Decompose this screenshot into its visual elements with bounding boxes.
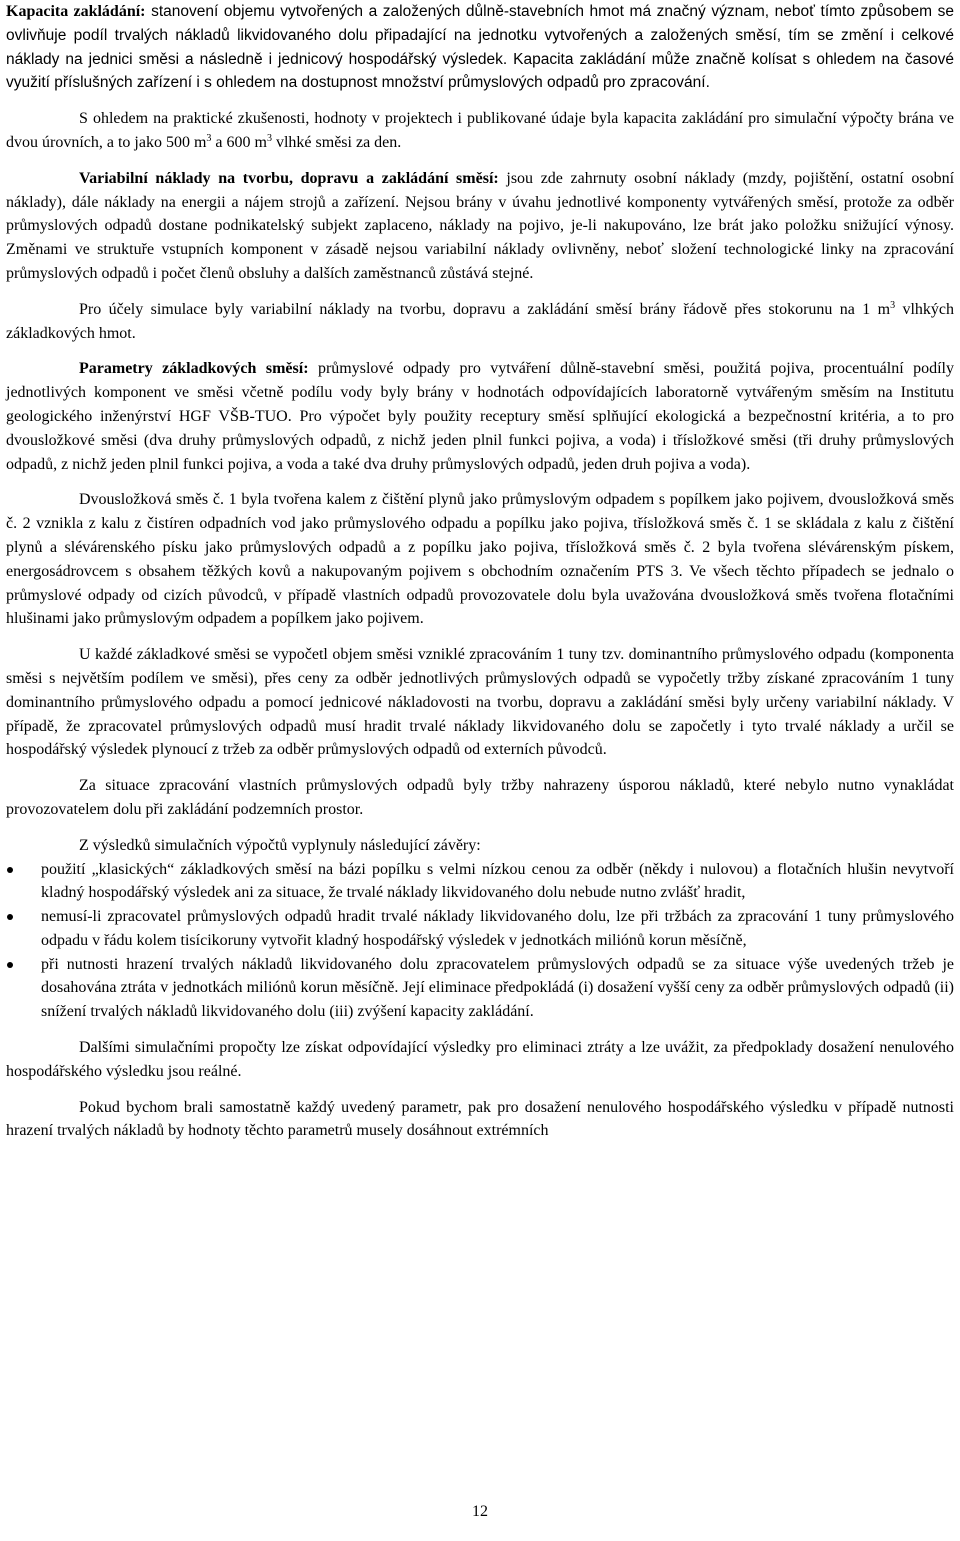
superscript-1: 3 (206, 132, 212, 144)
superscript-3: 3 (890, 299, 896, 311)
heading-parametry: Parametry základkových směsí: (79, 360, 309, 378)
bullet-icon (7, 914, 13, 920)
paragraph-simulace-kapacita (6, 107, 954, 155)
paragraph-dvouslozkova: Dvousložková směs č. 1 byla tvořena kalem z čištění plynů jako průmyslovým odpadem s popílkem jako pojivem, dvousložková směs č. 2 vznikla z kalu z čistíren odpadních vod jako průmyslového odpadu a popílku jako pojiva, třísložková směs č. 1 se skládala z kalu z čištění plynů a slévárenského písku jako průmyslových odpadů a z popílku jako pojiva, třísložková směs č. 2 byla tvořena slévárenským pískem, energosádrovcem s obsahem těžkých kovů a nakupovaným pojivem s obchodním označením PTS 3. Ve všech těchto případech se jednalo o průmyslové odpady od cizích původců, v případě vlastních odpadů provozovatele dolu byla uvažována dvousložková směs tvořena flotačními hlušinami jako průmyslovým odpadem a popílkem jako pojivem. (6, 491, 954, 628)
text-parametry: průmyslové odpady pro vytváření důlně-stavební směsi, použitá pojiva, procentuální podíly jednotlivých komponent ve směsi včetně podílu vody byly brány v hodnotách odpovídajících laboratorně vytvářeným směsím na Institutu geologického inženýrství HGF VŠB-TUO. Pro výpočet byly použity receptury směsí splňující ekologická a bezpečnostní kritéria, a to pro dvousložkové směsi (dva druhy průmyslových odpadů, z nichž jeden plnil funkci pojiva, a voda) i třísložkové směsi (tři druhy průmyslových odpadů, z nichž jeden plnil funkci pojiva, a voda a také dva druhy průmyslových odpadů, jeden druh pojiva a voda). (6, 360, 954, 473)
list-item (6, 953, 954, 1024)
bullet-icon (7, 962, 13, 968)
heading-variabilni: Variabilní náklady na tvorbu, dopravu a zakládání směsí: (79, 169, 499, 187)
paragraph-kapacita (6, 0, 954, 95)
list-item (6, 905, 954, 953)
paragraph-variabilni-naklady (6, 167, 954, 286)
paragraph-zavery-intro: Z výsledků simulačních výpočtů vyplynuly následující závěry: (79, 836, 481, 854)
text-kapacita: stanovení objemu vytvořených a založených důlně-stavebních hmot má značný význam, neboť tímto způsobem se ovlivňuje podíl trvalých nákladů likvidovaného dolu připadající na jednotku vytvořených a založených směsí, tím se změní i celkové náklady na jednici směsi a následně i jednicový hospodářský výsledek. Kapacita zakládání může značně kolísat s ohledem na časové využití příslušných zařízení i s ohledem na dostupnost množství průmyslových odpadů pro zpracování. (6, 3, 955, 92)
page-number: 12 (472, 1503, 488, 1520)
paragraph-parametry (6, 357, 954, 476)
conclusions-list (6, 858, 954, 1025)
bullet-icon (7, 867, 13, 873)
page-content (6, 0, 954, 1155)
paragraph-objem-smesi: U každé základkové směsi se vypočetl objem směsi vzniklé zpracováním 1 tuny tzv. dominantního průmyslového odpadu (komponenta směsi s největším podílem ve směsi), přes ceny za odběr jednotlivých průmyslových odpadů se vypočetly tržby získané zpracováním 1 tuny dominantního průmyslového odpadu a pomocí jednicové nákladovosti na tvorbu, dopravu a zakládání směsi byly určeny variabilní náklady. V případě, že zpracovatel průmyslových odpadů musí hradit trvalé náklady likvidovaného dolu se započetly i tyto trvalé náklady a určil se hospodářský výsledek plynoucí z tržeb za odběr průmyslových odpadů od externích původců. (6, 646, 954, 759)
text-ucely-2: vlhkých základkových hmot. (6, 300, 954, 342)
list-item-text: při nutnosti hrazení trvalých nákladů likvidovaného dolu zpracovatelem průmyslových odpadů se za situace výše uvedených tržeb je dosahována ztráta v jednotkách miliónů korun měsíčně. Její eliminace předpokládá (i) dosažení vyšší ceny za odběr průmyslových odpadů (ii) snížení trvalých nákladů likvidovaného dolu (iii) zvýšení kapacity zakládání. (41, 955, 954, 1021)
list-item-text: nemusí-li zpracovatel průmyslových odpadů hradit trvalé náklady likvidovaného dolu, lze při tržbách za zpracování 1 tuny průmyslového odpadu v řádu kolem tisícikoruny vytvořit kladný hospodářský výsledek v jednotkách miliónů korun měsíčně, (41, 908, 954, 949)
superscript-2: 3 (266, 132, 272, 144)
paragraph-samostatne-parametry: Pokud bychom brali samostatně každý uvedený parametr, pak pro dosažení nenulového hospodářského výsledku v případě nutnosti hrazení trvalých nákladů by hodnoty těchto parametrů musely dosáhnout extrémních (6, 1098, 954, 1140)
list-item (6, 858, 954, 906)
heading-kapacita: Kapacita zakládání: (6, 3, 146, 20)
list-item-text: použití „klasických“ základkových směsí na bázi popílku s velmi nízkou cenou za odběr (někdy i nulovou) a flotačních hlušin nevytvoří kladný hospodářský výsledek ani za situace, že trvalé náklady likvidovaného dolu nebude nutno zvlášť hradit, (41, 860, 954, 902)
paragraph-ucely-simulace (6, 298, 954, 346)
text-simulace-3: vlhké směsi za den. (271, 133, 402, 151)
text-simulace-1: S ohledem na praktické zkušenosti, hodnoty v projektech i publikované údaje byla kapacita zakládání pro simulační výpočty brána ve dvou úrovních, a to jako 500 m (6, 110, 954, 151)
text-simulace-2: a 600 m (211, 133, 267, 151)
text-ucely-1: Pro účely simulace byly variabilní náklady na tvorbu, dopravu a zakládání směsí brány řádově přes stokorunu na 1 m (79, 300, 891, 318)
text-variabilni: jsou zde zahrnuty osobní náklady (mzdy, pojištění, ostatní osobní náklady), dále náklady na energii a nájem strojů a zařízení. Nejsou brány v úvahu jednotlivé komponenty vytvářených směsí, protože za odběr průmyslových odpadů dostane podnikatelský subjekt zaplaceno, náklady na pojivo, je-li nakupováno, lze brát jako položku snižující výnosy. Změnami ve struktuře vstupních komponent v zásadě nejsou variabilní náklady ovlivněny, neboť složení technologické linky na zpracování průmyslových odpadů i počet členů obsluhy a dalších zaměstnanců zůstává stejné. (6, 169, 955, 282)
paragraph-dalsi-propocty: Dalšími simulačními propočty lze získat odpovídající výsledky pro eliminaci ztráty a lze uvážit, za předpoklady dosažení nenulového hospodářského výsledku jsou reálné. (6, 1039, 954, 1080)
paragraph-vlastni-odpady: Za situace zpracování vlastních průmyslových odpadů byly tržby nahrazeny úsporou nákladů, které nebylo nutno vynakládat provozovatelem dolu při zakládání podzemních prostor. (6, 777, 954, 818)
